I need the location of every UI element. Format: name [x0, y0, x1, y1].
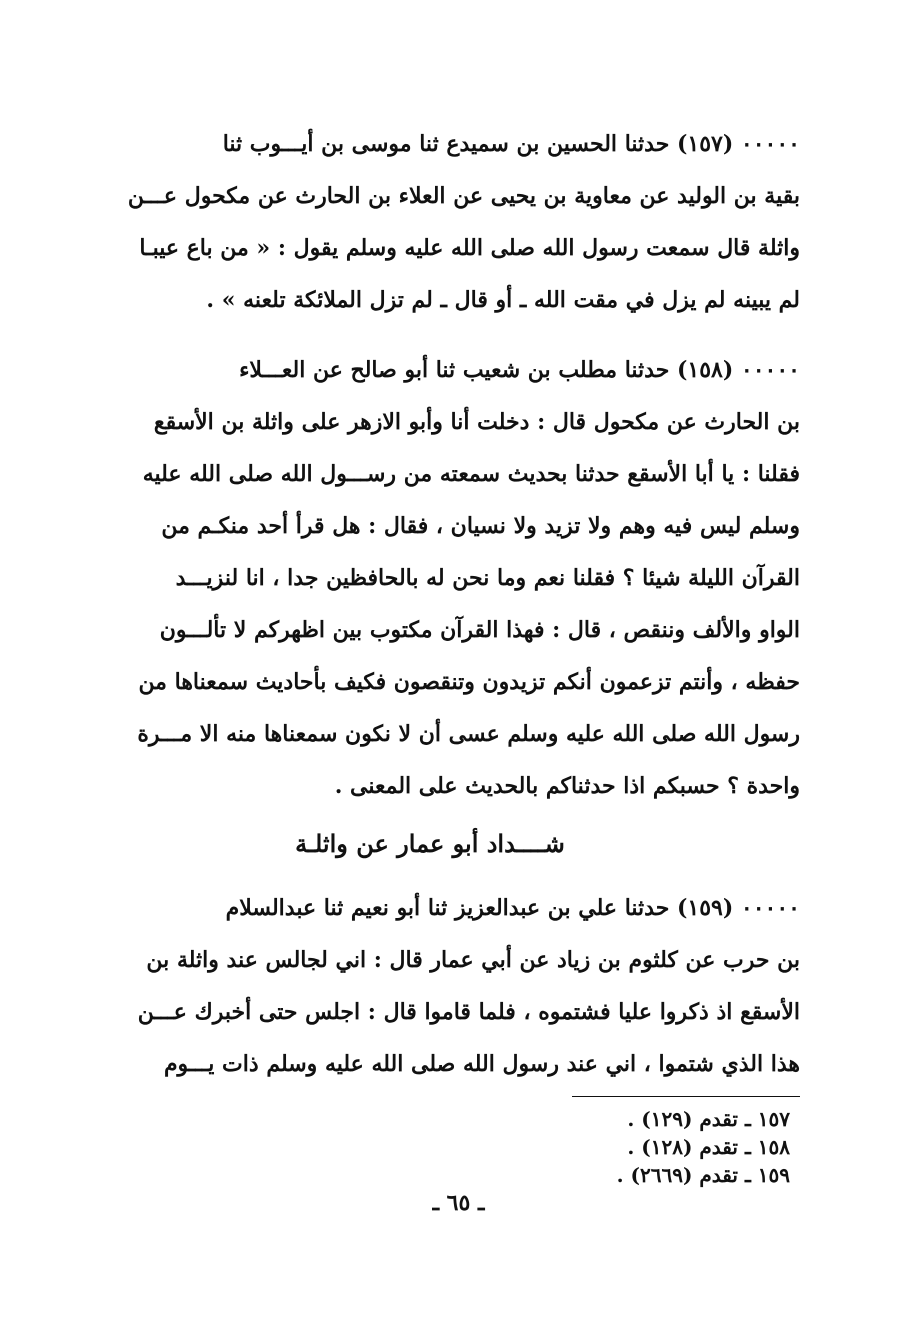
footnote: ١٥٩ ـ تقدم (٢٦٦٩) . [616, 1163, 790, 1187]
text-line: رسول الله صلى الله عليه وسلم عسى أن لا نكون سمعناها منه الا مـــرة [137, 721, 800, 747]
footnotes [60, 1105, 790, 1189]
footnote: ١٥٨ ـ تقدم (١٢٨) . [627, 1135, 790, 1159]
page-number: ـ ٦٥ ـ [432, 1190, 485, 1216]
hadith-158 [60, 344, 800, 812]
text-line: القرآن الليلة شيئا ؟ فقلنا نعم وما نحن له بالحافظين جدا ، انا لنزيـــد [175, 565, 800, 591]
section-heading: شــــداد أبو عمار عن واثلـة [295, 829, 565, 858]
page-body [60, 118, 800, 1189]
text-line: بقية بن الوليد عن معاوية بن يحيى عن العلاء بن الحارث عن مكحول عـــن [127, 183, 800, 209]
footnote: ١٥٧ ـ تقدم (١٢٩) . [627, 1107, 790, 1131]
text-line: لم يبينه لم يزل في مقت الله ـ أو قال ـ لم تزل الملائكة تلعنه » . [206, 287, 800, 313]
text-line: فقلنا : يا أبا الأسقع حدثنا بحديث سمعته من رســـول الله صلى الله عليه [142, 461, 800, 487]
text-line: الأسقع اذ ذكروا عليا فشتموه ، فلما قاموا قال : اجلس حتى أخبرك عـــن [137, 999, 800, 1025]
text-line: ٠٠٠٠٠ (١٥٨) حدثنا مطلب بن شعيب ثنا أبو صالح عن العـــلاء [239, 357, 800, 383]
text-line: الواو والألف وننقص ، قال : فهذا القرآن مكتوب بين اظهركم لا تألـــون [159, 617, 800, 643]
text-line: بن حرب عن كلثوم بن زياد عن أبي عمار قال : اني لجالس عند واثلة بن [146, 947, 800, 973]
text-line: هذا الذي شتموا ، اني عند رسول الله صلى الله عليه وسلم ذات يـــوم [163, 1051, 800, 1077]
text-line: بن الحارث عن مكحول قال : دخلت أنا وأبو الازهر على واثلة بن الأسقع [153, 409, 800, 435]
footnote-divider [572, 1096, 800, 1097]
text-line: واحدة ؟ حسبكم اذا حدثناكم بالحديث على المعنى . [334, 773, 800, 799]
text-line: وسلم ليس فيه وهم ولا تزيد ولا نسيان ، فقال : هل قرأ أحد منكـم من [161, 513, 800, 539]
text-line: واثلة قال سمعت رسول الله صلى الله عليه وسلم يقول : « من باع عيبـا [139, 235, 800, 261]
hadith-159 [60, 882, 800, 1090]
hadith-157 [60, 118, 800, 326]
text-line: حفظه ، وأنتم تزعمون أنكم تزيدون وتنقصون فكيف بأحاديث سمعناها من [138, 669, 800, 695]
text-line: ٠٠٠٠٠ (١٥٩) حدثنا علي بن عبدالعزيز ثنا أبو نعيم ثنا عبدالسلام [225, 895, 800, 921]
text-line: ٠٠٠٠٠ (١٥٧) حدثنا الحسين بن سميدع ثنا موسى بن أيـــوب ثنا [222, 131, 800, 157]
